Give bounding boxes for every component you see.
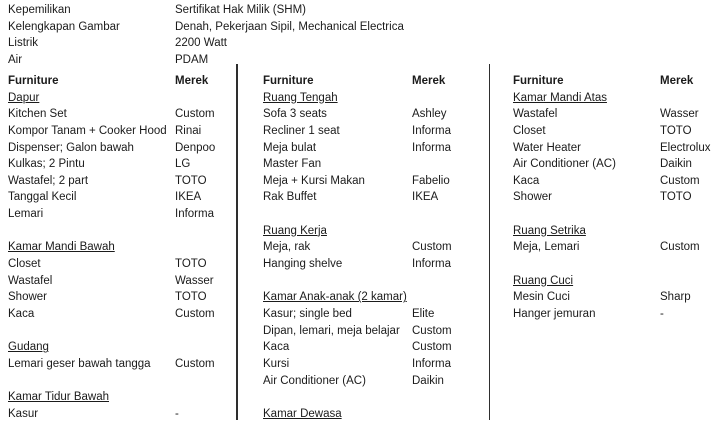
table-row [8,140,232,157]
table-row [513,289,720,306]
merek-header: Merek [412,75,446,87]
furniture-name: Lemari geser bawah tangga [8,357,151,370]
furniture-name: Closet [8,258,41,271]
merek-value: Informa [175,208,214,221]
info-label: Kelengkapan Gambar [8,20,120,33]
furniture-header: Furniture [8,75,59,87]
section-title-row [8,339,232,356]
merek-value: Custom [412,341,452,354]
merek-value: IKEA [412,191,439,204]
furniture-name: Recliner 1 seat [263,124,340,137]
table-row [8,306,232,323]
table-row [8,256,232,273]
info-row [8,52,720,69]
merek-value: Rinai [175,124,202,137]
table-row [263,373,485,390]
spacer-row [263,273,485,290]
furniture-name: Kaca [8,307,35,320]
furniture-name: Dispenser; Galon bawah [8,141,134,154]
table-row [8,189,232,206]
table-row [263,156,485,173]
info-value: Sertifikat Hak Milik (SHM) [175,4,306,16]
furniture-name: Closet [513,124,546,137]
furniture-name: Air Conditioner (AC) [513,158,616,171]
table-row [263,306,485,323]
table-row [263,189,485,206]
info-value: 2200 Watt [175,37,227,50]
merek-value: Denpoo [175,141,216,154]
table-row [263,256,485,273]
furniture-name: Tanggal Kecil [8,191,77,204]
info-label: Listrik [8,37,39,50]
merek-value: Custom [660,241,700,254]
furniture-header: Furniture [263,75,314,87]
merek-value: Electrolux [660,141,711,154]
spacer-row [8,323,232,340]
info-value: PDAM [175,53,209,66]
table-row [8,206,232,223]
info-row [8,19,720,36]
furniture-name: Lemari [8,208,44,221]
merek-value: Custom [412,241,452,254]
section-title: Kamar Mandi Atas [513,91,607,104]
section-title: Kamar Tidur Bawah [8,391,109,404]
section-title: Ruang Setrika [513,224,586,237]
table-row [263,339,485,356]
furniture-name: Kaca [513,174,540,187]
section-title-row [8,389,232,406]
info-label: Kepemilikan [8,4,71,16]
merek-value: TOTO [175,258,207,271]
table-row [513,306,720,323]
furniture-name: Kulkas; 2 Pintu [8,158,85,171]
section-title: Ruang Cuci [513,274,574,287]
merek-value: Custom [175,108,215,121]
furniture-column-3 [513,73,720,420]
furniture-name: Mesin Cuci [513,291,570,304]
merek-value: TOTO [660,124,692,137]
section-title-row [513,223,720,240]
section-title-row [513,273,720,290]
table-row [263,239,485,256]
merek-header: Merek [660,75,694,87]
column-divider [489,64,491,420]
table-row [263,123,485,140]
section-title-row [263,289,485,306]
section-title-row [263,223,485,240]
table-row [8,273,232,290]
column-header-row [263,73,485,90]
furniture-name: Meja + Kursi Makan [263,174,365,187]
furniture-name: Kitchen Set [8,108,67,121]
section-title-row [8,239,232,256]
merek-value: Daikin [412,374,444,387]
merek-value: TOTO [660,191,692,204]
furniture-name: Kursi [263,357,290,370]
merek-value: TOTO [175,291,207,304]
merek-value: Informa [412,357,451,370]
furniture-name: Kasur; single bed [263,307,352,320]
info-value: Denah, Pekerjaan Sipil, Mechanical Electrica [175,20,404,33]
spacer-row [8,373,232,390]
section-title: Dapur [8,91,40,104]
section-title-row [8,90,232,107]
spacer-row [513,256,720,273]
spacer-row [513,206,720,223]
column-header-row [8,73,232,90]
furniture-name: Air Conditioner (AC) [263,374,366,387]
merek-value: Wasser [175,274,214,287]
merek-value: Informa [412,124,451,137]
merek-value: Informa [412,141,451,154]
merek-value: Custom [175,307,215,320]
table-row [263,140,485,157]
furniture-column-2 [263,73,485,420]
table-row [513,156,720,173]
spacer-row [8,223,232,240]
merek-value: Sharp [660,291,691,304]
merek-value: - [660,307,664,320]
merek-value: LG [175,158,191,171]
info-label: Air [8,53,23,66]
table-row [8,289,232,306]
column-header-row [513,73,720,90]
merek-value: Wasser [660,108,699,121]
merek-value: TOTO [175,174,207,187]
merek-header: Merek [175,75,209,87]
furniture-name: Shower [513,191,552,204]
furniture-name: Master Fan [263,158,322,171]
section-title-row [513,90,720,107]
furniture-name: Kasur [8,407,39,420]
merek-value: Custom [660,174,700,187]
table-row [513,106,720,123]
merek-value: Custom [175,357,215,370]
spacer-row [263,206,485,223]
furniture-name: Wastafel; 2 part [8,174,89,187]
furniture-name: Hanging shelve [263,258,343,271]
merek-value: IKEA [175,191,202,204]
furniture-name: Wastafel [8,274,53,287]
furniture-name: Meja, Lemari [513,241,580,254]
merek-value: Elite [412,307,435,320]
table-row [8,173,232,190]
table-row [513,123,720,140]
merek-value: Custom [412,324,452,337]
spacer-row [263,389,485,406]
table-row [513,140,720,157]
merek-value: Daikin [660,158,692,171]
furniture-name: Rak Buffet [263,191,317,204]
table-row [263,106,485,123]
furniture-header: Furniture [513,75,564,87]
furniture-name: Wastafel [513,108,558,121]
furniture-name: Kompor Tanam + Cooker Hood [8,124,167,137]
furniture-name: Meja, rak [263,241,311,254]
table-row [8,356,232,373]
merek-value: Fabelio [412,174,450,187]
table-row [8,123,232,140]
info-row [8,2,720,19]
merek-value: - [175,407,179,420]
furniture-column-1 [8,73,232,420]
section-title: Ruang Tengah [263,91,338,104]
merek-value: Ashley [412,108,447,121]
table-row [513,239,720,256]
table-row [8,106,232,123]
table-row [263,173,485,190]
section-title: Kamar Dewasa [263,407,342,420]
column-divider [236,64,238,420]
table-row [513,189,720,206]
furniture-name: Meja bulat [263,141,317,154]
furniture-name: Shower [8,291,47,304]
merek-value: Informa [412,258,451,271]
property-info [8,2,720,69]
section-title: Gudang [8,341,49,354]
section-title-row [263,90,485,107]
section-title: Kamar Anak-anak (2 kamar) [263,291,407,304]
section-title: Ruang Kerja [263,224,327,237]
furniture-name: Dipan, lemari, meja belajar [263,324,400,337]
table-row [263,356,485,373]
furniture-name: Sofa 3 seats [263,108,327,121]
furniture-name: Kaca [263,341,290,354]
section-title: Kamar Mandi Bawah [8,241,115,254]
info-row [8,35,720,52]
furniture-name: Hanger jemuran [513,307,596,320]
table-row [263,323,485,340]
table-row [513,173,720,190]
furniture-name: Water Heater [513,141,581,154]
table-row [8,156,232,173]
